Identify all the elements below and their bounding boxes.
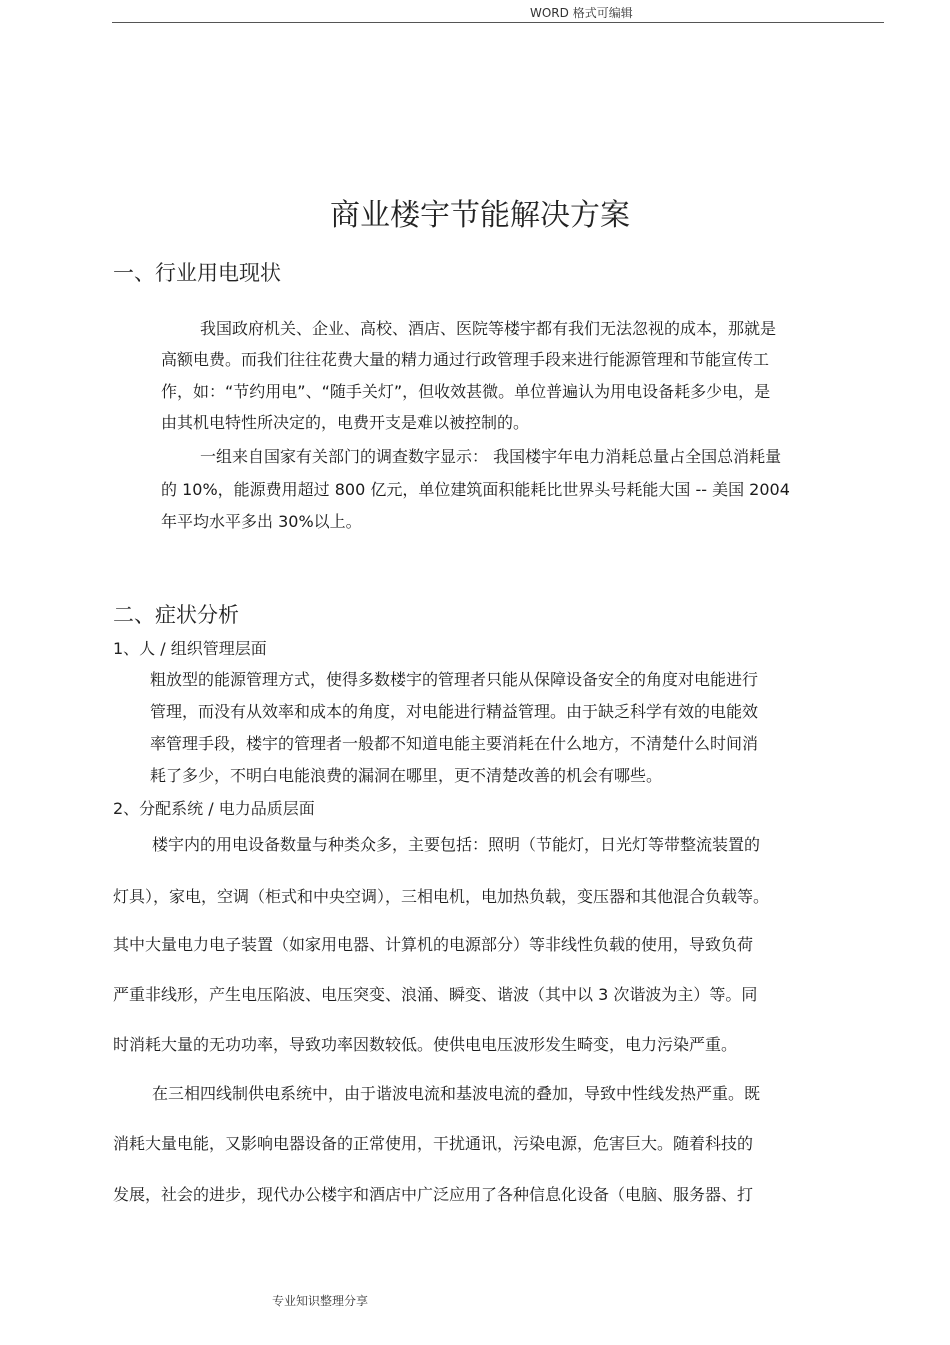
paragraph-line: 由其机电特性所决定的，电费开支是难以被控制的。 xyxy=(161,413,530,432)
paragraph-line: 粗放型的能源管理方式，使得多数楼宇的管理者只能从保障设备安全的角度对电能进行 xyxy=(150,670,759,689)
paragraph-line: 在三相四线制供电系统中，由于谐波电流和基波电流的叠加，导致中性线发热严重。既 xyxy=(152,1084,761,1103)
subsection-heading-1: 1、人 / 组织管理层面 xyxy=(113,639,267,658)
document-title: 商业楼宇节能解决方案 xyxy=(330,198,630,233)
paragraph-line: 的 10%，能源费用超过 800 亿元，单位建筑面积能耗比世界头号耗能大国 -- 美国 2004 xyxy=(161,480,790,499)
paragraph-line: 我国政府机关、企业、高校、酒店、医院等楼宇都有我们无法忽视的成本，那就是 xyxy=(200,319,777,338)
paragraph-line: 灯具），家电，空调（柜式和中央空调），三相电机，电加热负载，变压器和其他混合负载等。 xyxy=(113,887,770,906)
paragraph-line: 消耗大量电能，又影响电器设备的正常使用，干扰通讯，污染电源，危害巨大。随着科技的 xyxy=(113,1134,754,1153)
paragraph-line: 严重非线形，产生电压陷波、电压突变、浪涌、瞬变、谐波（其中以 3 次谐波为主）等。同 xyxy=(113,985,758,1004)
paragraph-line: 率管理手段，楼宇的管理者一般都不知道电能主要消耗在什么地方，不清楚什么时间消 xyxy=(150,734,759,753)
paragraph-line: 作，如：“节约用电”、“随手关灯”，但收效甚微。单位普遍认为用电设备耗多少电，是 xyxy=(161,382,771,401)
section-heading-1: 一、行业用电现状 xyxy=(113,261,281,285)
paragraph-line: 年平均水平多出 30%以上。 xyxy=(161,512,362,531)
paragraph-line: 高额电费。而我们往往花费大量的精力通过行政管理手段来进行能源管理和节能宣传工 xyxy=(161,350,770,369)
paragraph-line: 耗了多少，不明白电能浪费的漏洞在哪里，更不清楚改善的机会有哪些。 xyxy=(150,766,663,785)
paragraph-line: 其中大量电力电子装置（如家用电器、计算机的电源部分）等非线性负载的使用，导致负荷 xyxy=(113,935,754,954)
paragraph-line: 时消耗大量的无功功率，导致功率因数较低。使供电电压波形发生畸变，电力污染严重。 xyxy=(113,1035,738,1054)
subsection-heading-2: 2、分配系统 / 电力品质层面 xyxy=(113,799,315,818)
section-heading-2: 二、症状分析 xyxy=(113,603,239,627)
paragraph-line: 楼宇内的用电设备数量与种类众多，主要包括：照明（节能灯，日光灯等带整流装置的 xyxy=(152,835,761,854)
paragraph-line: 一组来自国家有关部门的调查数字显示： 我国楼宇年电力消耗总量占全国总消耗量 xyxy=(200,447,782,466)
page-header-label: WORD 格式可编辑 xyxy=(530,6,633,20)
header-divider xyxy=(112,22,884,23)
page-footer-label: 专业知识整理分享 xyxy=(272,1294,369,1308)
paragraph-line: 发展，社会的进步，现代办公楼宇和酒店中广泛应用了各种信息化设备（电脑、服务器、打 xyxy=(113,1185,754,1204)
paragraph-line: 管理，而没有从效率和成本的角度，对电能进行精益管理。由于缺乏科学有效的电能效 xyxy=(150,702,759,721)
